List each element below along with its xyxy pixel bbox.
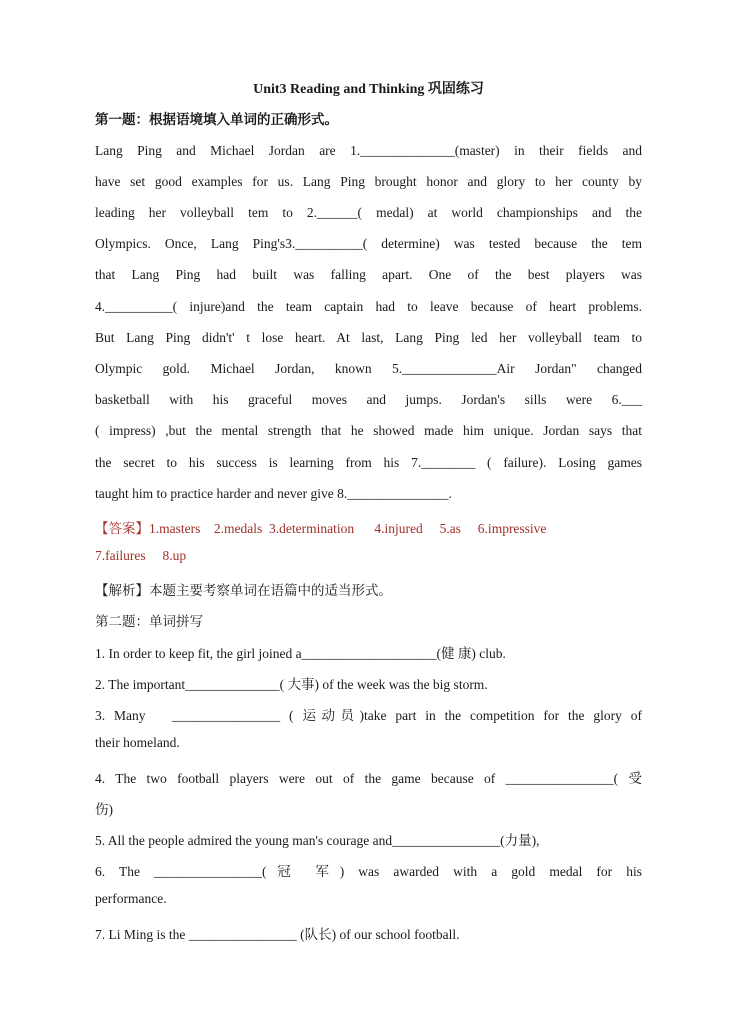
question-line: 3. Many ________________ ( 运动员)take part in the competition for the glory of: [95, 708, 642, 723]
passage-line: that Lang Ping had built was falling apart. One of the best players was: [95, 267, 642, 282]
passage-line: Olympics. Once, Lang Ping's3.__________( determine) was tested because the tem: [95, 236, 642, 251]
answer-line: 7.failures 8.up: [95, 548, 187, 563]
question-line: 伤): [95, 802, 113, 817]
passage-line: taught him to practice harder and never give 8._______________.: [95, 486, 452, 501]
question-line: 2. The important______________( 大事) of the week was the big storm.: [95, 677, 488, 692]
passage-line: 4.__________( injure)and the team captain had to leave because of heart problems.: [95, 299, 642, 314]
answer-line: 【答案】1.masters 2.medals 3.determination 4.injured 5.as 6.impressive: [95, 521, 547, 536]
question-line: 4. The two football players were out of the game because of ________________( 受: [95, 771, 642, 786]
passage-line: have set good examples for us. Lang Ping brought honor and glory to her county by: [95, 174, 642, 189]
passage-line: Olympic gold. Michael Jordan, known 5.______________Air Jordan" changed: [95, 361, 642, 376]
section1-heading: 第一题：根据语境填入单词的正确形式。: [95, 112, 338, 128]
analysis-line: 【解析】本题主要考察单词在语篇中的适当形式。: [95, 583, 392, 599]
question-line: their homeland.: [95, 735, 180, 750]
passage-line: But Lang Ping didn't' t lose heart. At last, Lang Ping led her volleyball team to: [95, 330, 642, 345]
passage-line: Lang Ping and Michael Jordan are 1.______________(master) in their fields and: [95, 143, 642, 158]
question-line: performance.: [95, 891, 167, 906]
question-line: 5. All the people admired the young man's courage and________________(力量),: [95, 833, 540, 848]
passage-line: basketball with his graceful moves and jumps. Jordan's sills were 6.___: [95, 392, 642, 407]
question-line: 7. Li Ming is the ________________ (队长) of our school football.: [95, 927, 460, 942]
page-title: Unit3 Reading and Thinking 巩固练习: [253, 82, 484, 97]
passage-line: ( impress) ,but the mental strength that he showed made him unique. Jordan says that: [95, 423, 642, 438]
question-line: 6. The ________________(冠 军) was awarded with a gold medal for his: [95, 864, 642, 879]
passage-line: the secret to his success is learning from his 7.________ ( failure). Losing games: [95, 455, 642, 470]
question-line: 1. In order to keep fit, the girl joined a____________________(健 康) club.: [95, 646, 506, 661]
section2-heading: 第二题：单词拼写: [95, 614, 203, 630]
passage-line: leading her volleyball tem to 2.______( medal) at world championships and the: [95, 205, 642, 220]
